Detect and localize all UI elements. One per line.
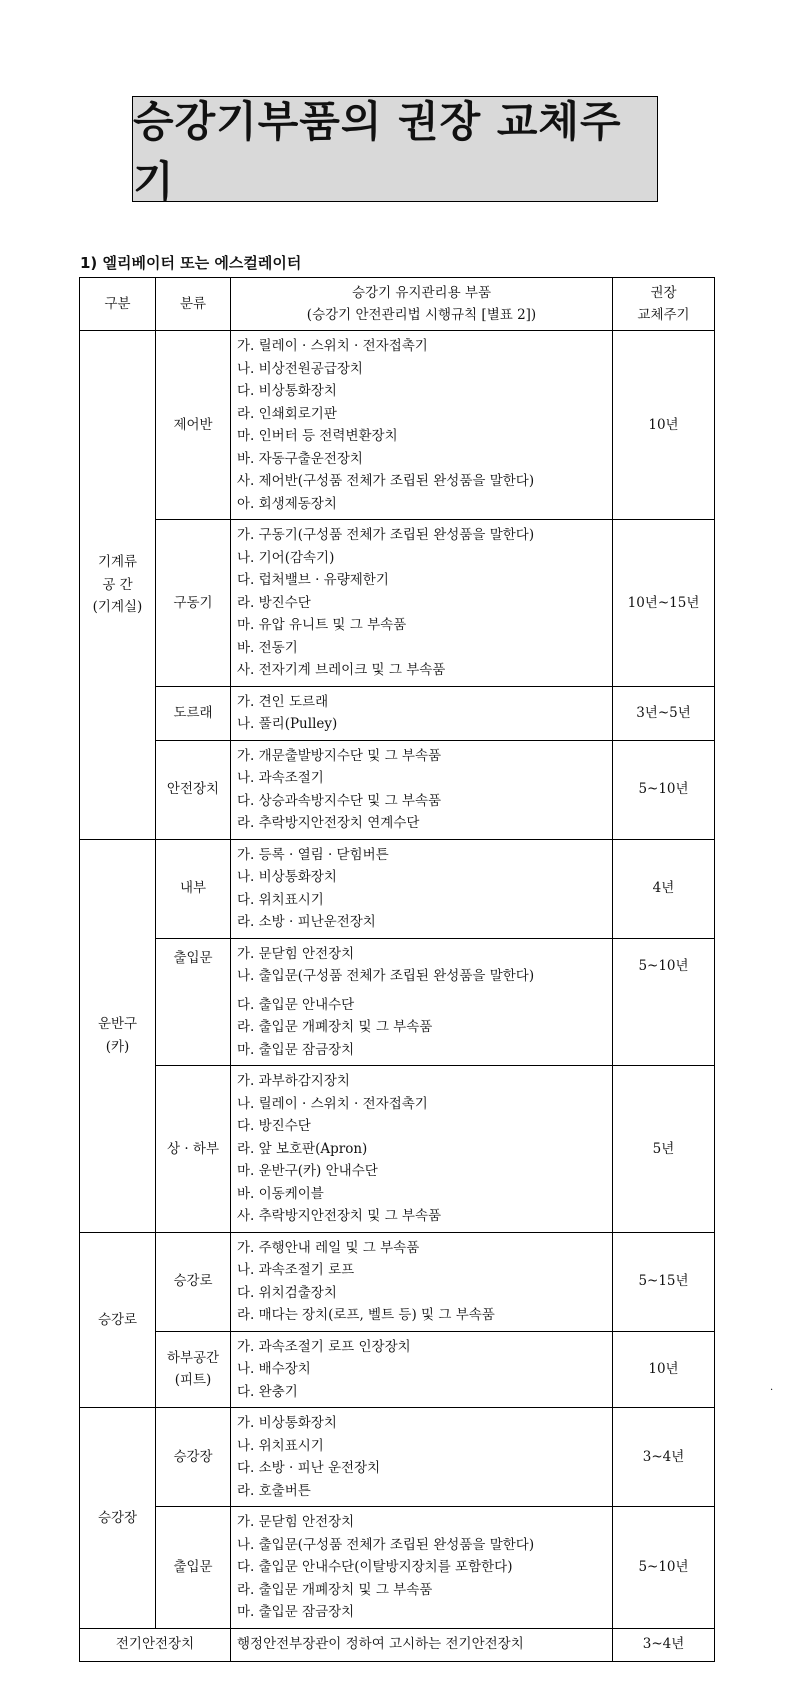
category-cell: 상 · 하부 bbox=[156, 1066, 231, 1233]
header-category: 분류 bbox=[156, 278, 231, 331]
header-parts-line2: (승강기 안전관리법 시행규칙 [별표 2]) bbox=[306, 307, 537, 323]
stray-mark: . bbox=[770, 1382, 774, 1393]
category-cell: 하부공간 (피트) bbox=[156, 1331, 231, 1408]
category-cell: 출입문 bbox=[156, 1507, 231, 1629]
category-cell: 구동기 bbox=[156, 520, 231, 687]
cycle-cell: 10년 bbox=[613, 1331, 715, 1408]
group-machine-room: 기계류 공 간 (기계실) bbox=[80, 331, 156, 840]
parts-cell: 가. 등록 · 열림 · 닫힘버튼 나. 비상통화장치 다. 위치표시기 라. 소방 · 피난운전장치 bbox=[231, 839, 613, 938]
table-row bbox=[80, 839, 715, 938]
parts-cell: 가. 과부하감지장치 나. 릴레이 · 스위치 · 전자접촉기 다. 방진수단 라. 앞 보호판(Apron) 마. 운반구(카) 안내수단 바. 이동케이블 사. 추락방지안전장치 및 그 부속품 bbox=[231, 1066, 613, 1233]
cycle-cell: 3년~5년 bbox=[613, 686, 715, 740]
cycle-cell: 5~10년 bbox=[613, 1507, 715, 1629]
category-cell: 제어반 bbox=[156, 331, 231, 520]
document-title: 승강기부품의 권장 교체주기 bbox=[133, 97, 622, 206]
header-cycle-line2: 교체주기 bbox=[637, 307, 690, 323]
header-parts bbox=[231, 278, 613, 331]
table-row bbox=[80, 740, 715, 839]
table-row bbox=[80, 686, 715, 740]
parts-cell: 가. 견인 도르래 나. 풀리(Pulley) bbox=[231, 686, 613, 740]
parts-cell: 가. 문닫힘 안전장치 나. 출입문(구성품 전체가 조립된 완성품을 말한다) 다. 출입문 안내수단 라. 출입문 개폐장치 및 그 부속품 마. 출입문 잠금장치 bbox=[231, 938, 613, 1066]
header-parts-line1: 승강기 유지관리용 부품 bbox=[352, 284, 491, 301]
group-car: 운반구 (카) bbox=[80, 839, 156, 1232]
category-cell: 승강로 bbox=[156, 1232, 231, 1331]
category-cell: 안전장치 bbox=[156, 740, 231, 839]
cycle-cell: 10년~15년 bbox=[613, 520, 715, 687]
parts-cell: 가. 릴레이 · 스위치 · 전자접촉기 나. 비상전원공급장치 다. 비상통화장치 라. 인쇄회로기판 마. 인버터 등 전력변환장치 바. 자동구출운전장치 사. 제어반(구성품 전체가 조립된 완성품을 말한다) 아. 회생제동장치 bbox=[231, 331, 613, 520]
cycle-cell: 5년 bbox=[613, 1066, 715, 1233]
parts-cell: 가. 비상통화장치 나. 위치표시기 다. 소방 · 피난 운전장치 라. 호출버튼 bbox=[231, 1408, 613, 1507]
table-row bbox=[80, 1066, 715, 1233]
table-row bbox=[80, 938, 715, 1066]
section-heading: 1) 엘리베이터 또는 에스컬레이터 bbox=[80, 254, 302, 272]
parts-cell: 가. 과속조절기 로프 인장장치 나. 배수장치 다. 완충기 bbox=[231, 1331, 613, 1408]
parts-table bbox=[79, 277, 715, 1662]
parts-cell: 행정안전부장관이 정하여 고시하는 전기안전장치 bbox=[231, 1628, 613, 1661]
cycle-cell: 10년 bbox=[613, 331, 715, 520]
table-row bbox=[80, 1628, 715, 1661]
table-row bbox=[80, 1507, 715, 1629]
parts-cell: 가. 개문출발방지수단 및 그 부속품 나. 과속조절기 다. 상승과속방지수단 및 그 부속품 라. 추락방지안전장치 연계수단 bbox=[231, 740, 613, 839]
category-cell: 내부 bbox=[156, 839, 231, 938]
title-box bbox=[132, 96, 658, 206]
cycle-cell: 4년 bbox=[613, 839, 715, 938]
cycle-cell: 5~15년 bbox=[613, 1232, 715, 1331]
header-row bbox=[80, 278, 715, 331]
category-cell: 승강장 bbox=[156, 1408, 231, 1507]
group-electrical-safety: 전기안전장치 bbox=[80, 1628, 231, 1661]
parts-cell: 가. 구동기(구성품 전체가 조립된 완성품을 말한다) 나. 기어(감속기) 다. 럽처밸브 · 유량제한기 라. 방진수단 마. 유압 유니트 및 그 부속품 바. 전동기 사. 전자기계 브레이크 및 그 부속품 bbox=[231, 520, 613, 687]
header-cycle bbox=[613, 278, 715, 331]
cycle-cell: 5~10년 bbox=[613, 938, 715, 1066]
parts-cell: 가. 문닫힘 안전장치 나. 출입문(구성품 전체가 조립된 완성품을 말한다) 다. 출입문 안내수단(이탈방지장치를 포함한다) 라. 출입문 개폐장치 및 그 부속품 마. 출입문 잠금장치 bbox=[231, 1507, 613, 1629]
header-cycle-line1: 권장 bbox=[650, 284, 677, 301]
header-division: 구분 bbox=[80, 278, 156, 331]
group-landing: 승강장 bbox=[80, 1408, 156, 1629]
category-cell: 도르래 bbox=[156, 686, 231, 740]
table-row bbox=[80, 331, 715, 520]
table-row bbox=[80, 1408, 715, 1507]
category-cell: 출입문 bbox=[156, 938, 231, 1066]
table-row bbox=[80, 520, 715, 687]
cycle-cell: 3~4년 bbox=[613, 1408, 715, 1507]
table-row bbox=[80, 1331, 715, 1408]
parts-cell: 가. 주행안내 레일 및 그 부속품 나. 과속조절기 로프 다. 위치검출장치 라. 매다는 장치(로프, 벨트 등) 및 그 부속품 bbox=[231, 1232, 613, 1331]
cycle-cell: 5~10년 bbox=[613, 740, 715, 839]
cycle-cell: 3~4년 bbox=[613, 1628, 715, 1661]
group-hoistway: 승강로 bbox=[80, 1232, 156, 1408]
table-row bbox=[80, 1232, 715, 1331]
